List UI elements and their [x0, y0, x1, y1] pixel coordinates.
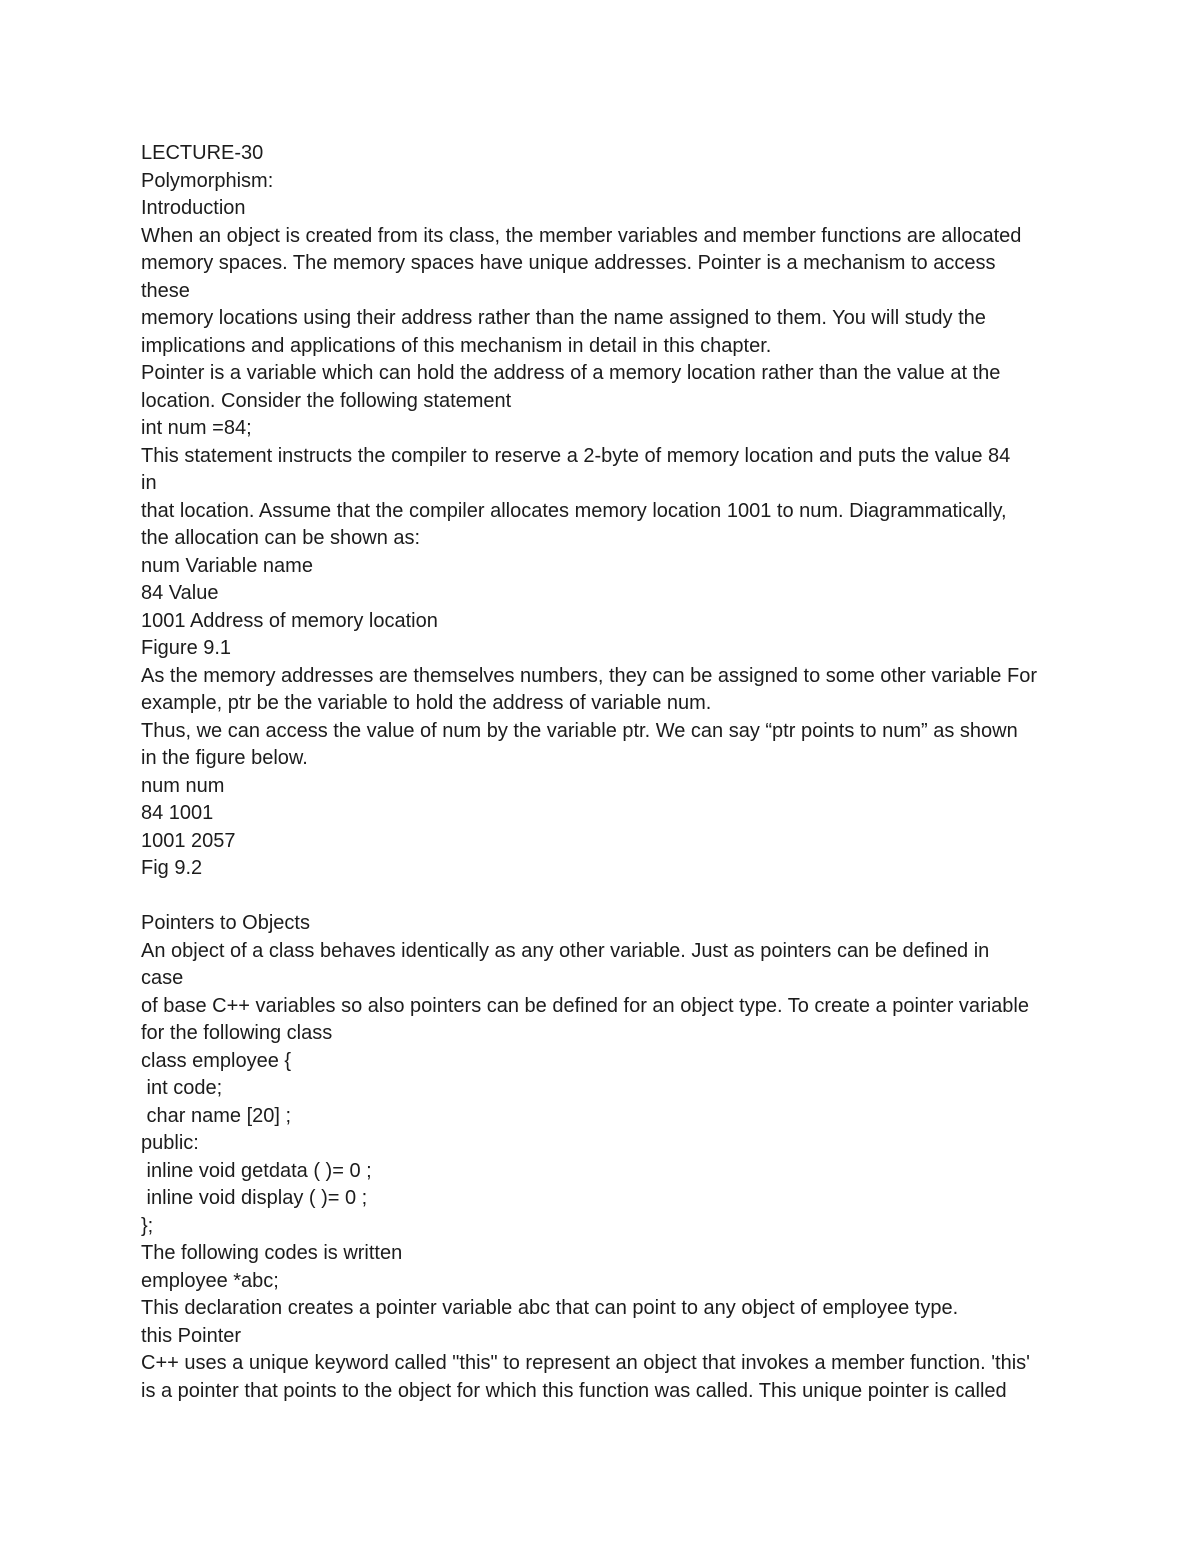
code-line: class employee { — [141, 1049, 292, 1072]
text-line: This declaration creates a pointer variable abc that can point to any object of employee type. — [141, 1297, 959, 1319]
code-line: int code; — [141, 1077, 223, 1099]
text-line: An object of a class behaves identically as any other variable. Just as pointers can be defined in — [141, 939, 990, 962]
figure-text-line: 84 Value — [141, 582, 219, 604]
figure-caption: Figure 9.1 — [141, 637, 232, 659]
text-line: that location. Assume that the compiler allocates memory location 1001 to num. Diagrammatically, — [141, 499, 1007, 522]
text-line: Pointer is a variable which can hold the address of a memory location rather than the value at the — [141, 362, 1001, 384]
heading-pointers-to-objects: Pointers to Objects — [141, 912, 310, 934]
text-line: in the figure below. — [141, 747, 308, 769]
heading-this-pointer: this Pointer — [141, 1324, 242, 1347]
document-text — [141, 140, 1081, 1405]
figure-text-line: num num — [141, 774, 225, 797]
text-line: example, ptr be the variable to hold the address of variable num. — [141, 692, 712, 714]
text-line: As the memory addresses are themselves numbers, they can be assigned to some other variable For — [141, 664, 1037, 687]
heading-polymorphism: Polymorphism: — [141, 169, 274, 192]
code-line: inline void getdata ( )= 0 ; — [141, 1159, 372, 1182]
text-line: the allocation can be shown as: — [141, 527, 421, 549]
text-line: in — [141, 472, 157, 494]
text-line: is a pointer that points to the object for which this function was called. This unique pointer is called — [141, 1379, 1007, 1402]
text-line: location. Consider the following statement — [141, 389, 512, 412]
figure-text-line: 1001 Address of memory location — [141, 609, 438, 632]
text-line: The following codes is written — [141, 1242, 403, 1264]
code-line: inline void display ( )= 0 ; — [141, 1187, 368, 1209]
text-line: C++ uses a unique keyword called "this" to represent an object that invokes a member function. 'this' — [141, 1352, 1030, 1374]
text-line: memory spaces. The memory spaces have unique addresses. Pointer is a mechanism to access — [141, 252, 996, 274]
figure-text-line: 1001 2057 — [141, 829, 236, 852]
figure-caption: Fig 9.2 — [141, 857, 203, 879]
code-line: public: — [141, 1132, 199, 1154]
blank-line — [141, 883, 1081, 911]
code-line: employee *abc; — [141, 1269, 279, 1292]
code-line: char name [20] ; — [141, 1104, 292, 1127]
text-line: of base C++ variables so also pointers can be defined for an object type. To create a pointer variable — [141, 994, 1029, 1017]
code-line: }; — [141, 1214, 154, 1237]
figure-text-line: 84 1001 — [141, 802, 214, 824]
figure-text-line: num Variable name — [141, 554, 313, 577]
text-line: When an object is created from its class, the member variables and member functions are allocated — [141, 224, 1022, 247]
text-line: memory locations using their address rather than the name assigned to them. You will study the — [141, 307, 986, 329]
heading-lecture: LECTURE-30 — [141, 142, 264, 164]
code-line: int num =84; — [141, 417, 252, 439]
text-line: implications and applications of this mechanism in detail in this chapter. — [141, 334, 772, 357]
text-line: these — [141, 279, 190, 302]
heading-introduction: Introduction — [141, 197, 246, 219]
text-line: for the following class — [141, 1022, 333, 1044]
text-line: case — [141, 967, 184, 989]
text-line: Thus, we can access the value of num by the variable ptr. We can say “ptr points to num” as shown — [141, 719, 1018, 742]
text-line: This statement instructs the compiler to reserve a 2-byte of memory location and puts the value 84 — [141, 444, 1011, 467]
